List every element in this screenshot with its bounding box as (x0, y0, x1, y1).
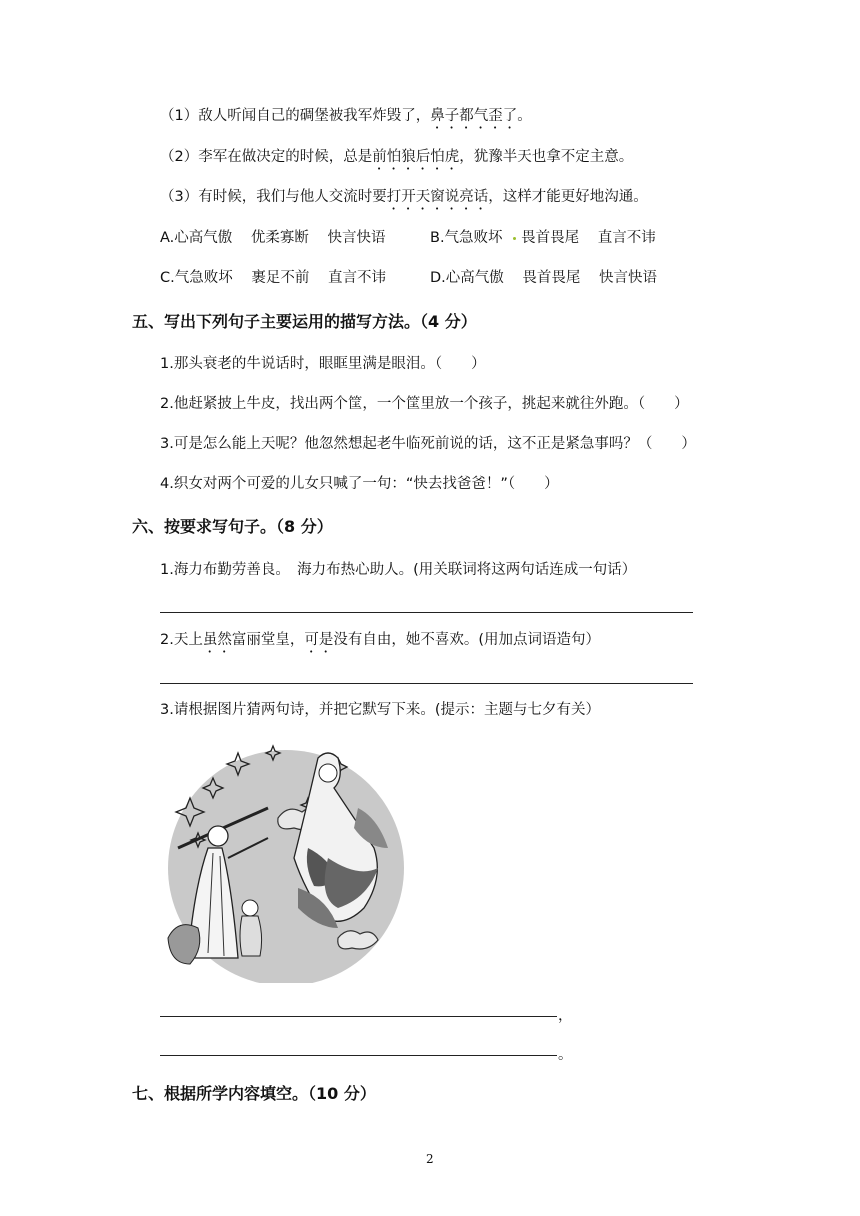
q6-s2-e: 没有自由，她不喜欢。(用加点词语造句） (333, 632, 600, 648)
q7-heading: 七、根据所学内容填空。（10 分） (132, 1084, 376, 1103)
q4-option-a (160, 228, 386, 248)
q4-option-c-1: C.气急败坏 (160, 270, 233, 286)
q4-option-b (430, 228, 656, 248)
q5-sentence-2: 2.他赶紧披上牛皮，找出两个筐，一个筐里放一个孩子，挑起来就往外跑。（ ） (160, 396, 689, 412)
poem-line-2-period: 。 (558, 1047, 573, 1063)
q4-option-a-2: 优柔寡断 (250, 230, 309, 246)
q4-option-c (160, 268, 386, 288)
q4-s2-post: ，犹豫半天也拿不定主意。 (459, 149, 634, 165)
q4-s1-post: 。 (517, 108, 532, 124)
q4-s1-marked: 鼻子都气歪了 (430, 108, 518, 124)
q4-s1-pre: （1）敌人听闻自己的碉堡被我军炸毁了， (160, 108, 431, 124)
q6-heading: 六、按要求写句子。（8 分） (132, 517, 333, 536)
q5-heading: 五、写出下列句子主要运用的描写方法。（4 分） (132, 312, 477, 331)
q4-s3-pre: （3）有时候，我们与他人交流时要 (160, 189, 387, 205)
q6-item-2 (160, 630, 600, 656)
q4-sentence-1 (160, 106, 532, 132)
q6-item-3: 3.请根据图片猜两句诗，并把它默写下来。(提示：主题与七夕有关） (160, 702, 600, 718)
q4-option-b-2: 畏首畏尾 (521, 230, 580, 246)
q4-option-a-1: A.心高气傲 (160, 230, 233, 246)
q4-s3-post: ，这样才能更好地沟通。 (488, 189, 648, 205)
q4-option-c-3: 直言不讳 (327, 270, 386, 286)
q4-sentence-2 (160, 147, 633, 173)
q4-option-c-2: 裹足不前 (251, 270, 310, 286)
q4-sentence-3 (160, 187, 648, 213)
q5-sentence-4: 4.织女对两个可爱的儿女只喊了一句：“快去找爸爸！”（ ） (160, 476, 559, 492)
q6-answer-line-1[interactable] (160, 612, 693, 613)
q6-s2-a: 2.天上 (160, 632, 203, 648)
q4-s2-pre: （2）李军在做决定的时候，总是 (160, 149, 373, 165)
qixi-illustration (158, 738, 408, 983)
poem-line-1-comma: ， (558, 1008, 573, 1024)
q6-s2-c: 富丽堂皇， (231, 632, 305, 648)
poem-answer-line-1[interactable] (160, 1016, 557, 1017)
q4-option-d-3: 快言快语 (599, 270, 657, 286)
page-number: 2 (426, 1152, 434, 1166)
q6-s2-keyword-2: 可是 (304, 632, 334, 648)
q6-s2-keyword-1: 虽然 (202, 632, 232, 648)
q6-item-1: 1.海力布勤劳善良。 海力布热心助人。(用关联词将这两句话连成一句话） (160, 562, 637, 578)
poem-answer-line-2[interactable] (160, 1055, 557, 1056)
q4-option-b-3: 直言不讳 (597, 230, 656, 246)
q4-s2-marked: 前怕狼后怕虎 (372, 149, 460, 165)
q4-option-d-1: D.心高气傲 (430, 270, 504, 286)
q4-option-b-1: B.气急败坏 (430, 230, 503, 246)
q5-sentence-1: 1.那头衰老的牛说话时，眼眶里满是眼泪。（ ） (160, 356, 486, 372)
q4-option-d (430, 268, 657, 288)
q4-s3-marked: 打开天窗说亮话 (386, 189, 489, 205)
q5-sentence-3: 3.可是怎么能上天呢？他忽然想起老牛临死前说的话，这不正是紧急事吗？（ ） (160, 436, 696, 452)
q4-option-d-2: 畏首畏尾 (522, 270, 581, 286)
q6-answer-line-2[interactable] (160, 683, 693, 684)
q4-option-a-3: 快言快语 (327, 230, 386, 246)
